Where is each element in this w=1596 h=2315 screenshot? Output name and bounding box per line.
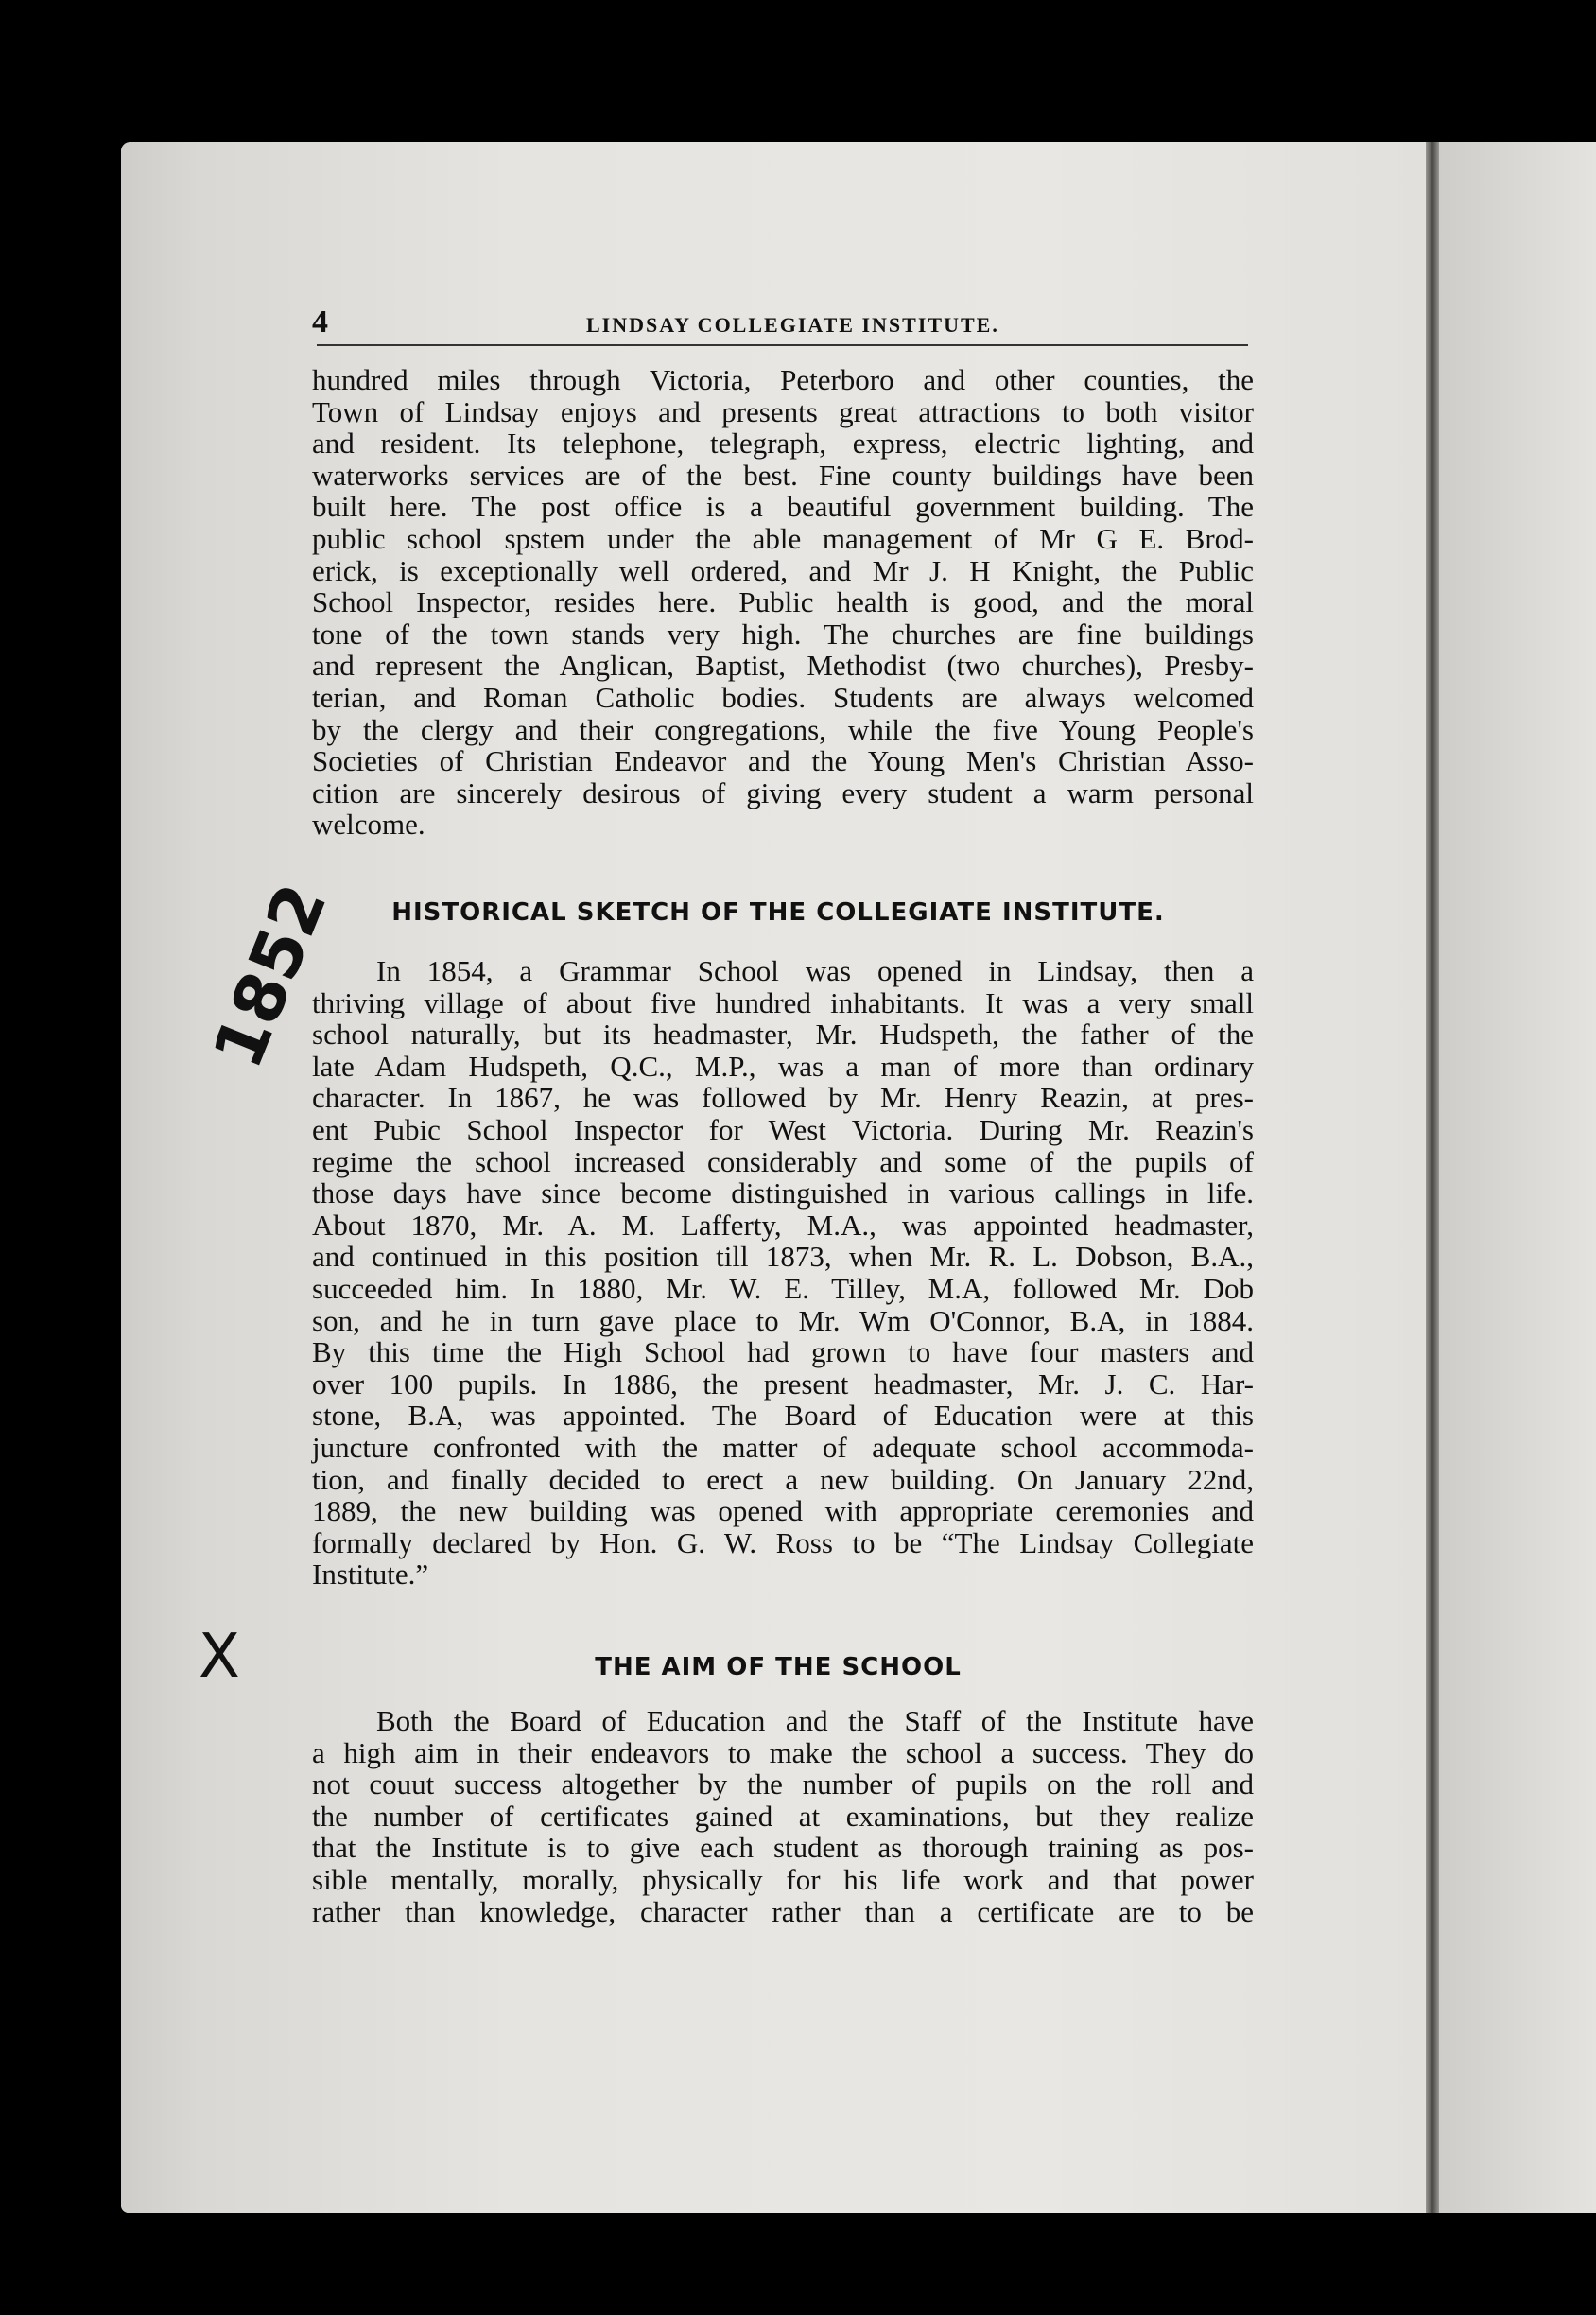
intro-paragraph <box>312 364 1254 841</box>
text-line: over 100 pupils. In 1886, the present headmaster, Mr. J. C. Har- <box>312 1366 1254 1401</box>
text-line: erick, is exceptionally well ordered, and Mr J. H Knight, the Public <box>312 553 1254 587</box>
text-line: 1889, the new building was opened with appropriate ceremonies and <box>312 1494 1254 1528</box>
text-line: Town of Lindsay enjoys and presents great attractions to both visitor <box>312 394 1254 428</box>
facing-page-edge <box>1439 142 1596 2213</box>
text-line: tone of the town stands very high. The churches are fine buildings <box>312 617 1254 651</box>
text-line: built here. The post office is a beautiful government building. The <box>312 490 1254 524</box>
text-line: formally declared by Hon. G. W. Ross to be “The Lindsay Collegiate <box>312 1525 1254 1559</box>
text-line: stone, B.A, was appointed. The Board of Education were at this <box>312 1399 1254 1433</box>
text-line: succeeded him. In 1880, Mr. W. E. Tilley, M.A, followed Mr. Dob <box>312 1271 1254 1305</box>
text-line: Societies of Christian Endeavor and the Young Men's Christian Asso- <box>312 744 1254 778</box>
text-line: sible mentally, morally, physically for his life work and that power <box>312 1862 1254 1896</box>
page-number: 4 <box>312 305 328 339</box>
text-line: late Adam Hudspeth, Q.C., M.P., was a man of more than ordinary <box>312 1049 1254 1083</box>
text-line: welcome. <box>312 808 425 842</box>
text-line: In 1854, a Grammar School was opened in Lindsay, then a <box>376 954 1254 987</box>
text-line: not couut success altogether by the number of pupils on the roll and <box>312 1767 1254 1802</box>
text-line: character. In 1867, he was followed by Mr. Henry Reazin, at pres- <box>312 1081 1254 1115</box>
text-line: tion, and finally decided to erect a new building. On January 22nd, <box>312 1462 1254 1496</box>
text-line: that the Institute is to give each student as thorough training as pos- <box>312 1831 1254 1865</box>
historical-paragraph <box>312 955 1254 1591</box>
text-line: and resident. Its telephone, telegraph, express, electric lighting, and <box>312 426 1254 461</box>
text-line: ent Pubic School Inspector for West Victoria. During Mr. Reazin's <box>312 1112 1254 1146</box>
text-line: terian, and Roman Catholic bodies. Students are always welcomed <box>312 680 1254 714</box>
text-line: and represent the Anglican, Baptist, Methodist (two churches), Presby- <box>312 649 1254 683</box>
text-line: and continued in this position till 1873, when Mr. R. L. Dobson, B.A., <box>312 1240 1254 1274</box>
historical-sketch-heading: HISTORICAL SKETCH OF THE COLLEGIATE INSTITUTE. <box>391 898 1165 927</box>
text-line: Both the Board of Education and the Staff of the Institute have <box>376 1704 1254 1737</box>
text-line: hundred miles through Victoria, Peterboro and other counties, the <box>312 363 1254 396</box>
text-line: public school spstem under the able management of Mr G E. Brod- <box>312 521 1254 555</box>
text-line: cition are sincerely desirous of giving every student a warm personal <box>312 775 1254 809</box>
text-line: those days have since become distinguished in various callings in life. <box>312 1176 1254 1210</box>
text-line: by the clergy and their congregations, while the five Young People's <box>312 712 1254 746</box>
text-line: a high aim in their endeavors to make the school a success. They do <box>312 1735 1254 1769</box>
text-line: school naturally, but its headmaster, Mr. Hudspeth, the father of the <box>312 1018 1254 1052</box>
book-gutter <box>1426 142 1439 2213</box>
aim-heading: THE AIM OF THE SCHOOL <box>595 1653 962 1681</box>
text-line: waterworks services are of the best. Fine county buildings have been <box>312 458 1254 492</box>
text-line: By this time the High School had grown to have four masters and <box>312 1335 1254 1369</box>
handwritten-margin-year: 1852 <box>197 873 342 1079</box>
handwritten-margin-x: X <box>199 1622 240 1692</box>
page-header <box>312 305 1254 342</box>
text-line: rather than knowledge, character rather than a certificate are to be <box>312 1894 1254 1928</box>
text-line: Institute.” <box>312 1558 429 1592</box>
text-line: About 1870, Mr. A. M. Lafferty, M.A., was appointed headmaster, <box>312 1208 1254 1242</box>
aim-paragraph <box>312 1705 1254 1927</box>
running-head: LINDSAY COLLEGIATE INSTITUTE. <box>586 313 999 337</box>
text-line: juncture confronted with the matter of adequate school accommoda- <box>312 1430 1254 1464</box>
text-line: the number of certificates gained at examinations, but they realize <box>312 1799 1254 1833</box>
text-line: thriving village of about five hundred inhabitants. It was a very small <box>312 985 1254 1019</box>
header-rule <box>317 344 1248 346</box>
text-line: regime the school increased considerably and some of the pupils of <box>312 1144 1254 1178</box>
text-line: son, and he in turn gave place to Mr. Wm O'Connor, B.A, in 1884. <box>312 1303 1254 1337</box>
text-line: School Inspector, resides here. Public health is good, and the moral <box>312 585 1254 619</box>
